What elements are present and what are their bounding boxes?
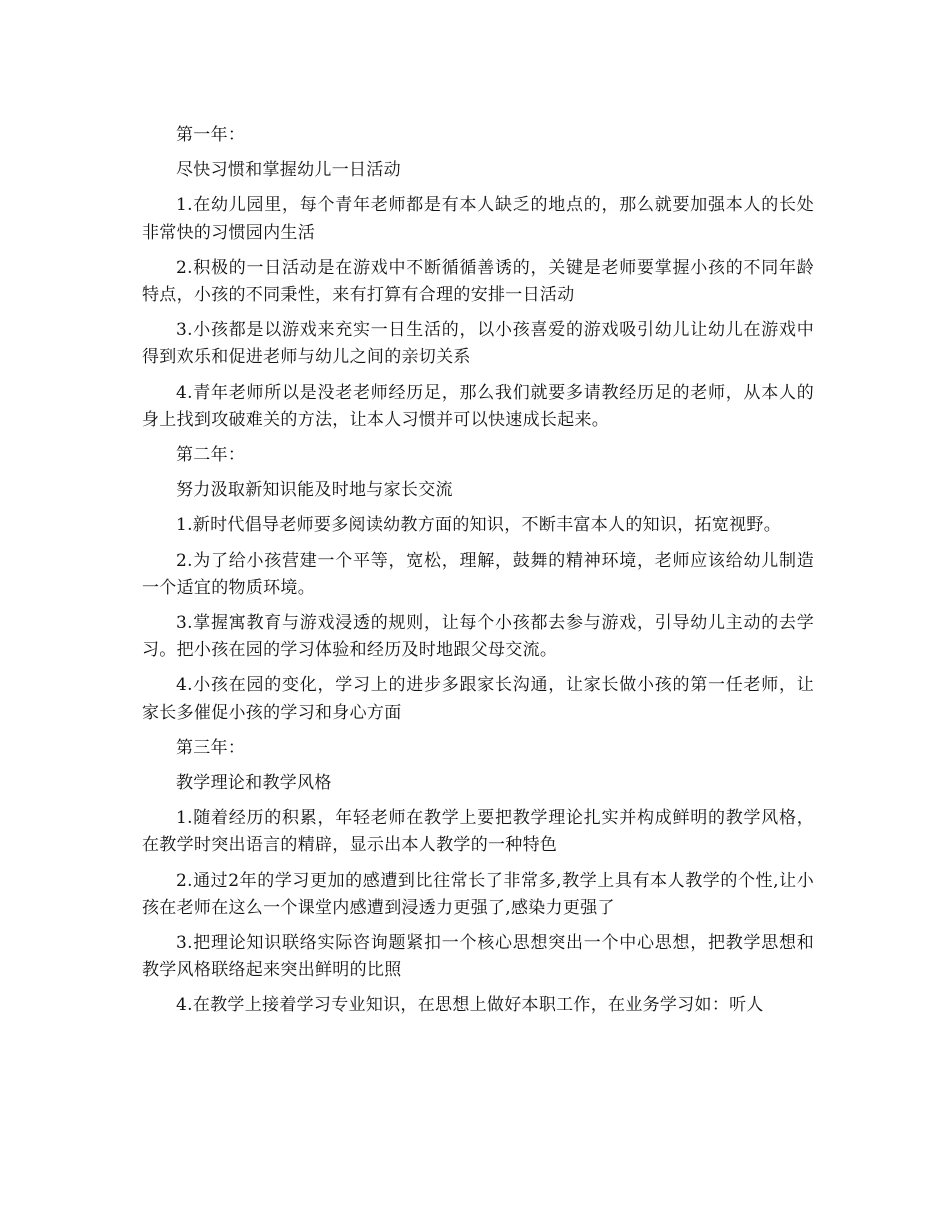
paragraph: 3.把理论知识联络实际咨询题紧扣一个核心思想突出一个中心思想，把教学思想和教学风格联络起来突出鲜明的比照: [142, 933, 814, 981]
section-title-three: 教学理论和教学风格: [176, 773, 332, 794]
heading-year-three: 第三年：: [176, 737, 246, 758]
paragraph: 2.积极的一日活动是在游戏中不断循循善诱的，关键是老师要掌握小孩的不同年龄特点，小孩的不同秉性，来有打算有合理的安排一日活动: [142, 257, 814, 306]
paragraph: 2.通过2年的学习更加的感遭到比往常长了非常多,教学上具有本人教学的个性,让小孩在老师在这么一个课堂内感遭到浸透力更强了,感染力更强了: [142, 870, 814, 918]
document-body: [142, 122, 814, 1020]
paragraph: 4.青年老师所以是没老老师经历足，那么我们就要多请教经历足的老师，从本人的身上找到攻破难关的方法，让本人习惯并可以快速成长起来。: [142, 382, 814, 430]
paragraph: 4.在教学上接着学习专业知识，在思想上做好本职工作，在业务学习如：听人: [176, 995, 764, 1016]
section-title-two: 努力汲取新知识能及时地与家长交流: [176, 480, 453, 501]
paragraph: 2.为了给小孩营建一个平等，宽松，理解，鼓舞的精神环境，老师应该给幼儿制造一个适宜的物质环境。: [142, 550, 814, 598]
paragraph: 1.随着经历的积累，年轻老师在教学上要把教学理论扎实并构成鲜明的教学风格，在教学时突出语言的精辟，显示出本人教学的一种特色: [142, 808, 814, 856]
paragraph: 1.新时代倡导老师要多阅读幼教方面的知识，不断丰富本人的知识，拓宽视野。: [176, 515, 782, 536]
heading-year-one: 第一年：: [176, 125, 246, 145]
section-title-one: 尽快习惯和掌握幼儿一日活动: [176, 160, 401, 181]
paragraph: 4.小孩在园的变化，学习上的进步多跟家长沟通，让家长做小孩的第一任老师，让家长多催促小孩的学习和身心方面: [142, 675, 814, 723]
paragraph: 1.在幼儿园里，每个青年老师都是有本人缺乏的地点的，那么就要加强本人的长处非常快的习惯园内生活: [142, 195, 814, 243]
heading-year-two: 第二年：: [176, 445, 246, 466]
paragraph: 3.掌握寓教育与游戏浸透的规则，让每个小孩都去参与游戏，引导幼儿主动的去学习。把小孩在园的学习体验和经历及时地跟父母交流。: [142, 613, 814, 661]
paragraph: 3.小孩都是以游戏来充实一日生活的，以小孩喜爱的游戏吸引幼儿让幼儿在游戏中得到欢乐和促进老师与幼儿之间的亲切关系: [142, 320, 814, 368]
